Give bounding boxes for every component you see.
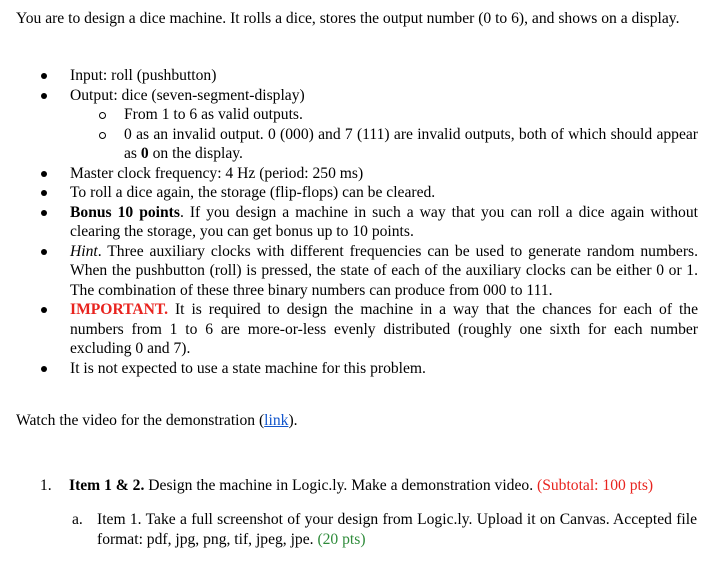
- bullet-icon: [41, 210, 47, 216]
- sublist-item-valid: From 1 to 6 as valid outputs.: [70, 105, 698, 125]
- list-item-bonus: Bonus 10 points. If you design a machine in such a way that you can roll a dice again without clearing the storage, you can get bonus up to 10 points.: [0, 203, 714, 242]
- document-page: You are to design a dice machine. It rolls a dice, stores the output number (0 to 6), and shows on a display. Input: roll (pushbutton) Output: dice (seven-segment-display) From 1 to 6 as valid outputs. 0 as an invalid output. 0 (000) and 7 (111) are invalid outputs, both of which should appear as 0 on the display. Master clock frequency: 4 Hz (period: 250 ms) To roll a dice again, the storage (flip-flops) can be cleared. Bonus 10 points. If you design a machine in such a way that you can roll a dice again without clearing the storage, you can get bonus up to 10 points. Hint. Three auxiliary clocks with different frequencies can be used to generate random numbers. When the pushbutton (roll) is pressed, the state of each of the auxiliary clocks can be either 0 or 1. The combination of these three binary numbers can produce from 000 to 111. IMPORTANT. It is required to design the machine in a way that the chances for each of the numbers from 1 to 6 are more-or-less evenly distributed (roughly one sixth for each number excluding 0 and 7). It is not expected to use a state machine for this problem. Watch the video for the demonstration (link). 1. Item 1 & 2. Design the machine in Logic.ly. Make a demonstration video. (Subtotal: 100 pts) a. Item 1. Take a full screenshot of your design from Logic.ly. Upload it on Canvas. Accepted file format: pdf, jpg, png, tif, jpeg, jpe. (20 pts): [0, 0, 714, 567]
- item-points: (20 pts): [317, 530, 366, 548]
- hollow-bullet-icon: [99, 132, 106, 139]
- intro-paragraph: You are to design a dice machine. It rolls a dice, stores the output number (0 to 6), and shows on a display.: [16, 10, 680, 27]
- bullet-icon: [41, 307, 47, 313]
- list-item-output: Output: dice (seven-segment-display) From 1 to 6 as valid outputs. 0 as an invalid output. 0 (000) and 7 (111) are invalid outputs, both of which should appear as 0 on the display.: [0, 86, 714, 164]
- list-item-input: Input: roll (pushbutton): [0, 66, 714, 86]
- item-letter: a.: [72, 511, 83, 528]
- bullet-icon: [41, 249, 47, 255]
- bullet-icon: [41, 73, 47, 79]
- list-item-important: IMPORTANT. It is required to design the machine in a way that the chances for each of the numbers from 1 to 6 are more-or-less evenly distributed (roughly one sixth for each number excluding 0 and 7).: [0, 300, 714, 359]
- list-item-clock: Master clock frequency: 4 Hz (period: 250 ms): [0, 164, 714, 184]
- hollow-bullet-icon: [99, 112, 106, 119]
- list-item-hint: Hint. Three auxiliary clocks with different frequencies can be used to generate random numbers. When the pushbutton (roll) is pressed, the state of each of the auxiliary clocks can be either 0 or 1. The combination of these three binary numbers can produce from 000 to 111.: [0, 242, 714, 301]
- demo-video-link[interactable]: link: [264, 412, 289, 429]
- bullet-icon: [41, 190, 47, 196]
- list-item-clear: To roll a dice again, the storage (flip-flops) can be cleared.: [0, 183, 714, 203]
- item-number: 1.: [40, 477, 52, 494]
- list-item-state-machine: It is not expected to use a state machine for this problem.: [0, 359, 714, 379]
- output-sublist: [70, 105, 698, 164]
- bullet-icon: [41, 171, 47, 177]
- bullet-icon: [41, 366, 47, 372]
- watch-video-line: Watch the video for the demonstration (link).: [16, 412, 298, 429]
- subtotal-points: (Subtotal: 100 pts): [537, 477, 654, 494]
- sublist-item-invalid: 0 as an invalid output. 0 (000) and 7 (111) are invalid outputs, both of which should appear as 0 on the display.: [70, 125, 698, 164]
- requirements-list: [0, 66, 714, 378]
- bullet-icon: [41, 93, 47, 99]
